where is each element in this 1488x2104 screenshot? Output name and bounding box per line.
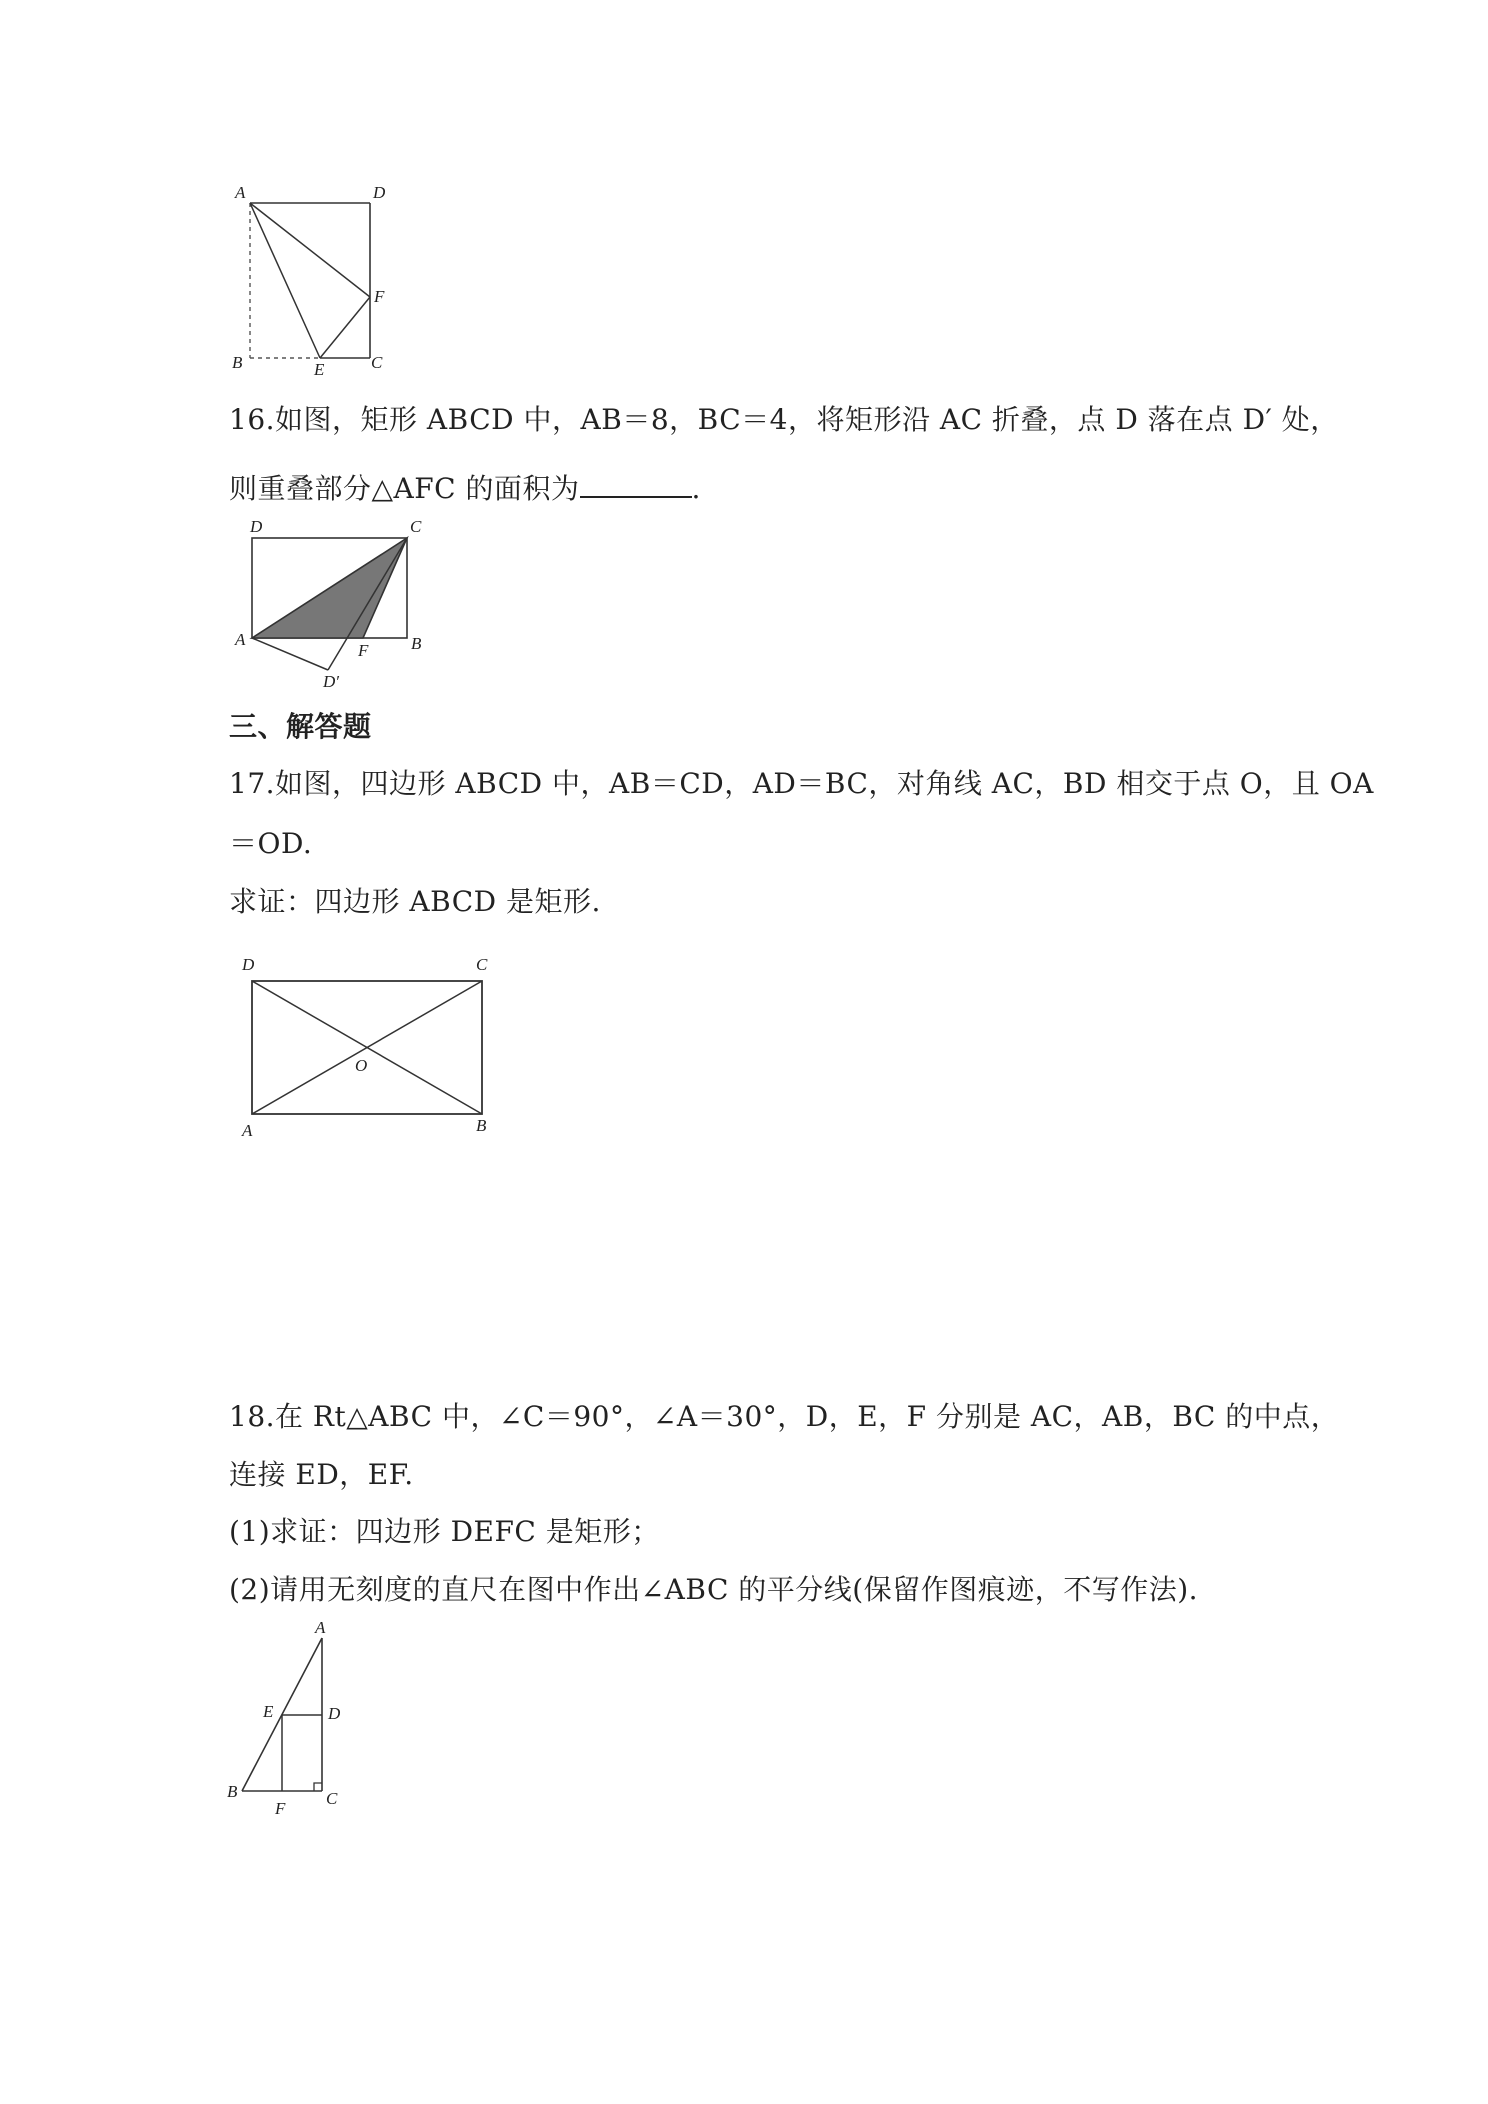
label-D: D [373, 183, 386, 202]
figure-right-triangle-midpoints [225, 1618, 365, 1818]
figure-rectangle-diagonals [230, 948, 500, 1138]
label-A: A [315, 1618, 326, 1637]
q18-line2: 连接 ED，EF. [229, 1458, 414, 1491]
figure-svg [225, 180, 405, 380]
q18-line4: (2)请用无刻度的直尺在图中作出∠ABC 的平分线(保留作图痕迹，不写作法). [229, 1573, 1199, 1606]
label-B: B [411, 634, 422, 653]
q16-line2 [229, 474, 701, 503]
q16-line1: 16.如图，矩形 ABCD 中，AB＝8，BC＝4，将矩形沿 AC 折叠，点 D 落在点 D′ 处， [229, 403, 1339, 436]
label-B: B [227, 1782, 238, 1801]
label-B: B [476, 1116, 487, 1135]
figure-rectangle-fold-aef [225, 180, 405, 380]
label-F: F [358, 641, 369, 660]
label-C: C [476, 955, 488, 974]
q17-line2: ＝OD. [229, 827, 313, 860]
q16-line2-text: 则重叠部分△AFC 的面积为 [229, 472, 580, 505]
label-A: A [235, 183, 246, 202]
label-D: D [328, 1704, 341, 1723]
label-F: F [275, 1799, 286, 1818]
q18-line3: (1)求证：四边形 DEFC 是矩形； [229, 1515, 660, 1548]
figure-svg-q16 [225, 515, 445, 690]
label-E: E [314, 360, 325, 379]
label-A: A [235, 630, 246, 649]
label-F: F [374, 287, 385, 306]
label-B: B [232, 353, 243, 372]
figure-rectangle-fold-afc [225, 515, 445, 690]
figure-svg-q17 [230, 948, 500, 1138]
q18-line1: 18.在 Rt△ABC 中，∠C＝90°，∠A＝30°，D，E，F 分别是 AC，AB，BC 的中点， [229, 1400, 1340, 1433]
label-O: O [355, 1056, 368, 1075]
q17-line3: 求证：四边形 ABCD 是矩形. [229, 885, 601, 918]
section-heading: 三、解答题 [229, 710, 372, 743]
label-C: C [410, 517, 422, 536]
label-D: D [250, 517, 263, 536]
q16-line2-end: . [691, 472, 701, 505]
q17-line1: 17.如图，四边形 ABCD 中，AB＝CD，AD＝BC，对角线 AC，BD 相交于点 O，且 OA [229, 767, 1374, 800]
figure-svg-q18 [225, 1618, 365, 1818]
label-A: A [242, 1121, 253, 1140]
label-C: C [371, 353, 383, 372]
label-C: C [326, 1789, 338, 1808]
answer-blank [580, 474, 692, 498]
label-D-prime: D′ [323, 672, 339, 691]
label-E: E [263, 1702, 274, 1721]
label-D: D [242, 955, 255, 974]
